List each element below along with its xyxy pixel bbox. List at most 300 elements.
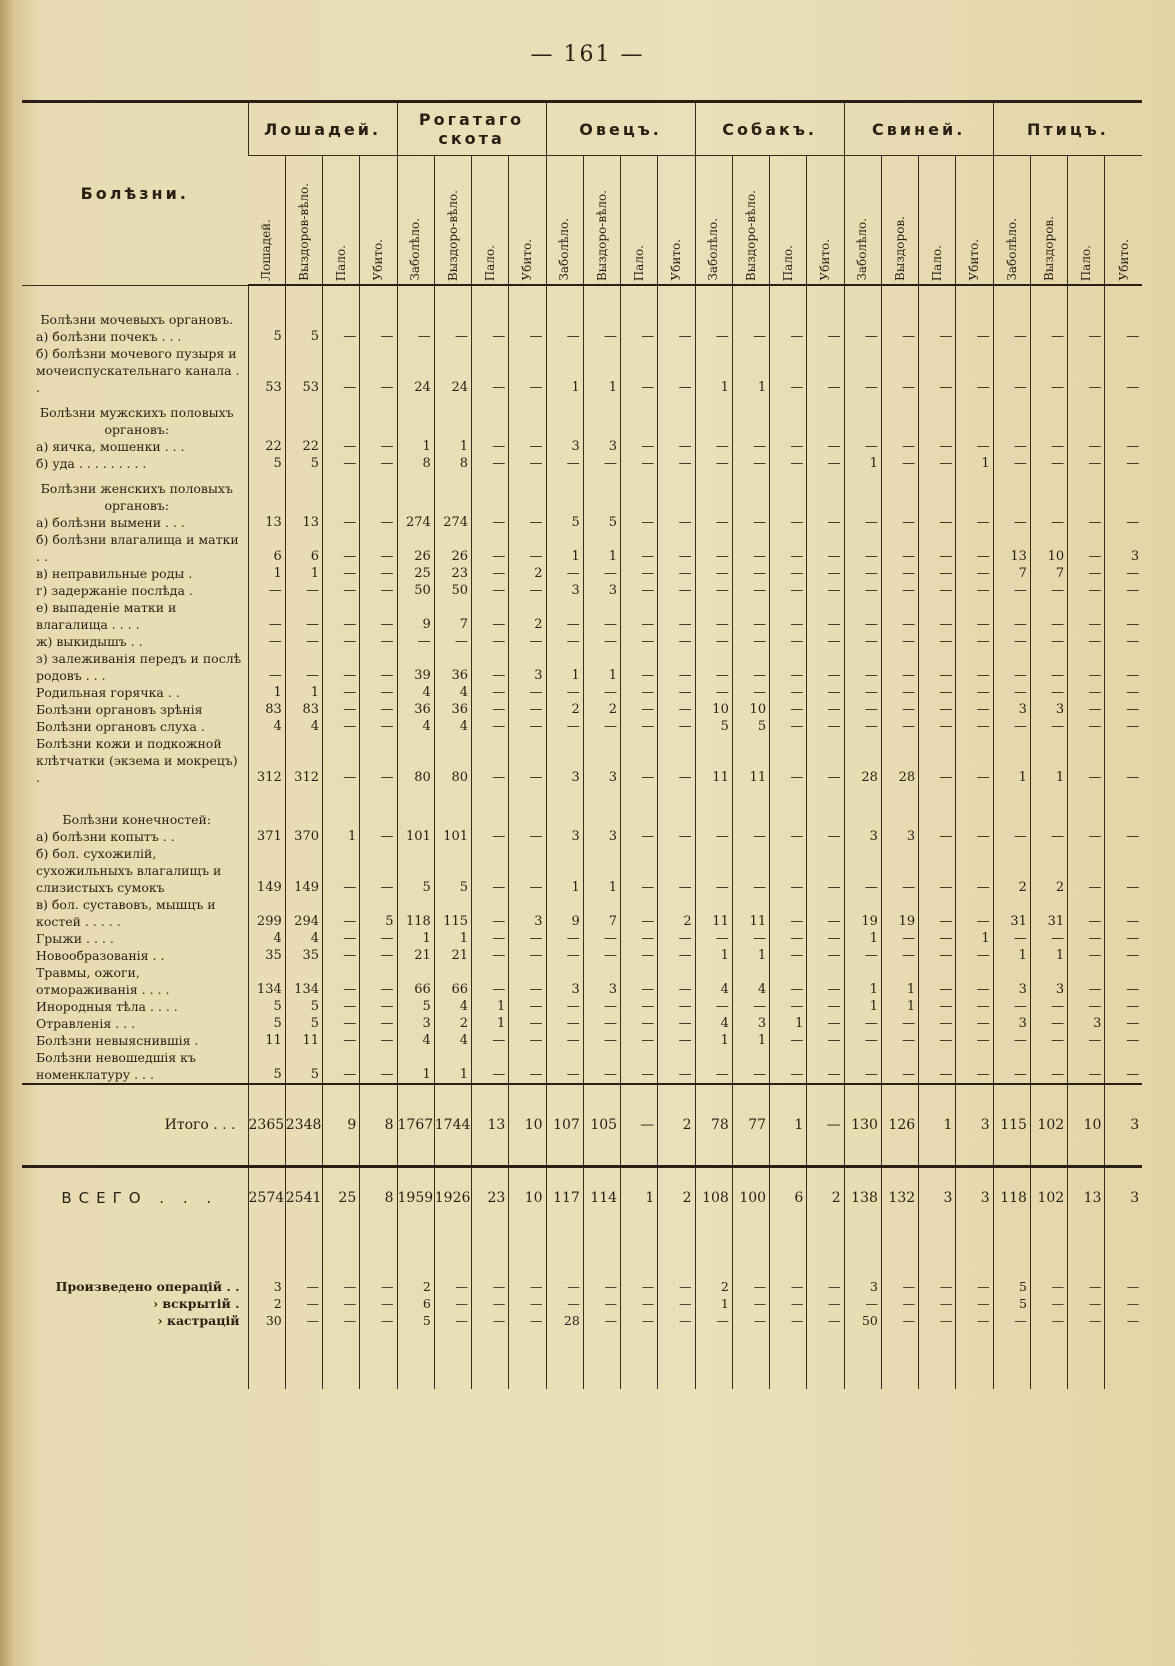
subcolumn-label: Пало. (929, 244, 944, 281)
table-cell: 3 (509, 650, 546, 684)
table-cell: 3 (956, 1167, 993, 1229)
table-cell: — (956, 1278, 993, 1295)
table-cell: — (583, 684, 620, 701)
table-cell: 4 (695, 1015, 732, 1032)
subcolumn-header (732, 156, 769, 286)
table-cell (881, 472, 918, 514)
table-cell: 1 (919, 1084, 956, 1167)
table-cell: — (360, 701, 397, 718)
section-heading-row (22, 396, 1142, 438)
table-cell: 36 (434, 650, 471, 684)
table-cell: — (881, 1312, 918, 1329)
table-cell: — (658, 531, 695, 565)
row-label: а) болѣзни почекъ . . . (36, 329, 182, 344)
subcolumn-header (695, 156, 732, 286)
table-cell: — (919, 1312, 956, 1329)
table-cell (583, 786, 620, 828)
table-cell: — (807, 565, 844, 582)
table-row (22, 1049, 1142, 1084)
table-cell: — (360, 930, 397, 947)
table-cell (658, 1329, 695, 1389)
table-cell: 3 (993, 1015, 1030, 1032)
table-cell: — (732, 845, 769, 896)
table-cell: — (658, 599, 695, 633)
table-cell: — (956, 1015, 993, 1032)
table-cell: — (285, 650, 322, 684)
table-cell: 1926 (434, 1167, 471, 1229)
table-cell: 1 (285, 565, 322, 582)
table-cell: — (658, 1312, 695, 1329)
table-cell: 28 (546, 1312, 583, 1329)
table-cell: — (472, 1295, 509, 1312)
operations-row (22, 1278, 1142, 1295)
table-cell: — (546, 633, 583, 650)
subcolumn-header (248, 156, 285, 286)
disease-table-wrapper (22, 100, 1142, 1389)
table-cell: 294 (285, 896, 322, 930)
table-cell (546, 786, 583, 828)
table-cell: — (807, 582, 844, 599)
table-cell: — (919, 1032, 956, 1049)
table-cell: 3 (248, 1278, 285, 1295)
row-label: в) бол. суставовъ, мышцъ и костей . . . . . (36, 897, 216, 929)
table-cell: — (1068, 1049, 1105, 1084)
table-cell: — (360, 684, 397, 701)
table-cell: — (546, 1278, 583, 1295)
table-cell: 3 (583, 582, 620, 599)
table-cell: 2 (993, 845, 1030, 896)
table-cell: — (844, 701, 881, 718)
table-cell: 3 (546, 964, 583, 998)
table-cell: — (1068, 998, 1105, 1015)
table-cell: 26 (434, 531, 471, 565)
table-cell: — (509, 828, 546, 845)
table-cell: — (621, 1015, 658, 1032)
table-cell (360, 396, 397, 438)
row-label: Отравленія . . . (36, 1016, 136, 1031)
table-cell (546, 285, 583, 328)
table-cell: 1744 (434, 1084, 471, 1167)
table-cell (695, 1228, 732, 1278)
table-cell (732, 1329, 769, 1389)
table-cell: 8 (397, 455, 434, 472)
table-cell: — (472, 531, 509, 565)
table-cell: — (695, 650, 732, 684)
table-cell: — (360, 1032, 397, 1049)
table-cell: — (621, 328, 658, 345)
subcolumn-label: Убито. (669, 239, 684, 281)
table-cell: — (546, 718, 583, 735)
table-cell: — (360, 328, 397, 345)
table-cell: 1 (434, 930, 471, 947)
table-cell: — (621, 998, 658, 1015)
table-cell: — (583, 565, 620, 582)
table-cell: 102 (1030, 1167, 1067, 1229)
table-cell: 83 (285, 701, 322, 718)
table-cell: 39 (397, 650, 434, 684)
table-cell: — (509, 947, 546, 964)
table-cell: — (323, 735, 360, 786)
row-label: Болѣзни невошедшія къ номенклатуру . . . (36, 1050, 196, 1082)
subcolumn-label: Выздоров. (1041, 215, 1056, 281)
table-cell: — (844, 1032, 881, 1049)
table-cell (993, 786, 1030, 828)
table-cell: 23 (472, 1167, 509, 1229)
table-cell: — (658, 964, 695, 998)
table-cell: — (770, 998, 807, 1015)
table-cell: 28 (844, 735, 881, 786)
table-cell: — (770, 455, 807, 472)
table-cell: 5 (248, 1049, 285, 1084)
table-cell: 3 (546, 582, 583, 599)
table-cell: 23 (434, 565, 471, 582)
table-cell: — (1030, 828, 1067, 845)
row-label: › вскрытій . (153, 1296, 240, 1311)
table-cell: — (621, 1312, 658, 1329)
table-cell: 1 (546, 650, 583, 684)
table-cell: — (881, 930, 918, 947)
table-cell: 312 (285, 735, 322, 786)
table-cell: — (1105, 930, 1142, 947)
table-cell: — (807, 998, 844, 1015)
table-cell: 7 (583, 896, 620, 930)
table-cell: — (472, 845, 509, 896)
table-cell: — (1105, 328, 1142, 345)
table-cell (658, 786, 695, 828)
table-cell: 1 (956, 455, 993, 472)
table-cell: 8 (360, 1167, 397, 1229)
table-cell (248, 472, 285, 514)
table-cell: — (621, 438, 658, 455)
table-cell: — (1105, 345, 1142, 396)
table-cell: 3 (583, 828, 620, 845)
table-cell: 2 (1030, 845, 1067, 896)
disease-statistics-table (22, 100, 1142, 1389)
table-cell: — (509, 701, 546, 718)
table-cell: 138 (844, 1167, 881, 1229)
table-cell (881, 1329, 918, 1389)
table-cell: 2348 (285, 1084, 322, 1167)
table-cell: — (807, 1049, 844, 1084)
table-cell (546, 1329, 583, 1389)
table-cell: — (807, 896, 844, 930)
table-cell: 3 (583, 438, 620, 455)
table-cell: 1 (397, 1049, 434, 1084)
table-cell: 108 (695, 1167, 732, 1229)
subcolumn-label: Заболѣло. (408, 218, 423, 281)
table-cell: — (770, 328, 807, 345)
table-row (22, 701, 1142, 718)
table-cell: — (807, 345, 844, 396)
table-cell: 3 (993, 964, 1030, 998)
table-cell: — (323, 718, 360, 735)
table-cell (546, 472, 583, 514)
row-label: Грыжи . . . . (36, 931, 114, 946)
table-cell: — (919, 438, 956, 455)
table-cell: — (658, 1295, 695, 1312)
table-cell: — (658, 1032, 695, 1049)
table-cell: — (1105, 599, 1142, 633)
table-cell: 24 (434, 345, 471, 396)
page-number: — 161 — (530, 42, 645, 67)
table-cell: — (509, 1015, 546, 1032)
table-cell: — (770, 828, 807, 845)
table-cell: — (472, 328, 509, 345)
table-cell: — (323, 599, 360, 633)
subcolumn-header (546, 156, 583, 286)
table-cell (1068, 285, 1105, 328)
row-label: б) болѣзни мочевого пузыря и мочеиспускательнаго канала . . (36, 346, 240, 395)
table-cell: 8 (434, 455, 471, 472)
table-cell: — (1105, 998, 1142, 1015)
table-cell: 130 (844, 1084, 881, 1167)
table-cell: — (1068, 701, 1105, 718)
table-cell: — (844, 345, 881, 396)
table-cell: — (472, 735, 509, 786)
table-cell: 4 (248, 930, 285, 947)
table-cell: — (807, 718, 844, 735)
table-cell: — (472, 650, 509, 684)
table-cell: — (621, 633, 658, 650)
table-cell: — (472, 947, 509, 964)
row-label: г) задержаніе послѣда . (36, 583, 193, 598)
table-cell: — (844, 328, 881, 345)
table-cell: 4 (397, 684, 434, 701)
table-cell (919, 1329, 956, 1389)
table-cell: 5 (397, 845, 434, 896)
table-cell: — (509, 455, 546, 472)
table-cell: — (583, 1312, 620, 1329)
table-cell: 1 (993, 947, 1030, 964)
table-cell: 2 (658, 896, 695, 930)
table-cell (546, 396, 583, 438)
table-cell: 1 (732, 947, 769, 964)
table-cell: — (956, 1032, 993, 1049)
table-cell: — (1030, 438, 1067, 455)
table-cell: — (1105, 828, 1142, 845)
table-cell: — (248, 599, 285, 633)
table-cell: — (993, 930, 1030, 947)
table-cell: — (844, 684, 881, 701)
spacer-row (22, 1228, 1142, 1278)
table-cell (248, 1329, 285, 1389)
table-cell: — (881, 1278, 918, 1295)
table-cell: 1 (881, 964, 918, 998)
table-cell: — (323, 684, 360, 701)
table-cell: — (658, 947, 695, 964)
table-cell: — (360, 735, 397, 786)
table-cell: — (658, 582, 695, 599)
table-cell: — (323, 1312, 360, 1329)
table-cell (323, 786, 360, 828)
table-cell: 3 (1030, 701, 1067, 718)
table-cell: 53 (285, 345, 322, 396)
table-cell: 5 (397, 1312, 434, 1329)
table-cell: — (360, 947, 397, 964)
table-cell: 100 (732, 1167, 769, 1229)
table-cell (434, 1228, 471, 1278)
table-cell: — (844, 1295, 881, 1312)
subcolumn-header (1030, 156, 1067, 286)
table-cell: — (1068, 650, 1105, 684)
table-cell (360, 1329, 397, 1389)
table-cell: — (621, 1032, 658, 1049)
table-cell: — (360, 998, 397, 1015)
table-cell (472, 1329, 509, 1389)
row-label: в) неправильные роды . (36, 566, 193, 581)
table-cell: — (807, 633, 844, 650)
table-cell (397, 1329, 434, 1389)
table-cell: — (434, 633, 471, 650)
table-cell: — (807, 531, 844, 565)
table-cell: — (807, 684, 844, 701)
table-row (22, 514, 1142, 531)
row-label: Болѣзни конечностей: (62, 812, 212, 827)
table-cell: 5 (695, 718, 732, 735)
table-cell: — (583, 328, 620, 345)
table-cell (1030, 1228, 1067, 1278)
table-cell: — (285, 633, 322, 650)
subcolumn-header (397, 156, 434, 286)
table-cell: — (360, 514, 397, 531)
table-cell: — (1068, 964, 1105, 998)
table-row (22, 684, 1142, 701)
table-cell: — (1030, 718, 1067, 735)
table-cell (881, 285, 918, 328)
table-row (22, 345, 1142, 396)
table-cell: 1 (248, 565, 285, 582)
table-cell: — (956, 947, 993, 964)
table-cell: 5 (434, 845, 471, 896)
table-cell: — (285, 1312, 322, 1329)
table-cell: — (472, 684, 509, 701)
table-cell: — (695, 328, 732, 345)
table-cell (807, 1228, 844, 1278)
table-cell: — (919, 964, 956, 998)
table-cell: — (807, 1295, 844, 1312)
table-cell: — (285, 599, 322, 633)
table-cell: — (807, 828, 844, 845)
table-cell: — (658, 565, 695, 582)
table-cell: — (621, 1049, 658, 1084)
table-cell: — (1105, 1295, 1142, 1312)
animal-group-header: Рогатаго скота (397, 102, 546, 156)
table-cell: — (360, 438, 397, 455)
table-cell (919, 786, 956, 828)
row-label: Инородныя тѣла . . . . (36, 999, 178, 1014)
table-cell: — (621, 930, 658, 947)
table-cell (732, 1228, 769, 1278)
table-cell (956, 472, 993, 514)
table-cell: 4 (434, 1032, 471, 1049)
table-cell: 4 (285, 930, 322, 947)
table-cell (1030, 1329, 1067, 1389)
table-cell: — (919, 1049, 956, 1084)
table-cell: — (732, 684, 769, 701)
table-cell: — (1068, 930, 1105, 947)
table-cell: — (732, 650, 769, 684)
table-cell: — (881, 438, 918, 455)
table-cell: — (732, 455, 769, 472)
table-cell: — (546, 1032, 583, 1049)
table-cell: — (360, 1015, 397, 1032)
table-cell: — (472, 1278, 509, 1295)
table-cell: — (956, 701, 993, 718)
table-cell: — (770, 845, 807, 896)
row-label: Новообразованія . . (36, 948, 165, 963)
total-row (22, 1084, 1142, 1167)
row-label (22, 1329, 248, 1389)
subcolumn-header (993, 156, 1030, 286)
table-cell: — (1068, 1032, 1105, 1049)
table-cell: — (1030, 1032, 1067, 1049)
table-row (22, 599, 1142, 633)
table-cell: 2541 (285, 1167, 322, 1229)
table-cell: — (881, 684, 918, 701)
table-cell: — (1068, 1278, 1105, 1295)
table-cell (732, 786, 769, 828)
table-cell (919, 472, 956, 514)
table-cell: — (434, 1312, 471, 1329)
table-cell: — (360, 1295, 397, 1312)
table-cell: — (1105, 735, 1142, 786)
table-cell: — (732, 438, 769, 455)
table-cell (695, 396, 732, 438)
table-cell (509, 1228, 546, 1278)
table-cell: — (360, 599, 397, 633)
table-cell: — (919, 701, 956, 718)
table-cell: — (621, 1295, 658, 1312)
table-cell: 35 (285, 947, 322, 964)
table-cell: 1 (732, 345, 769, 396)
table-cell: — (546, 1049, 583, 1084)
diseases-column-header: Болѣзни. (22, 102, 248, 286)
table-cell: — (807, 1032, 844, 1049)
table-cell: — (546, 930, 583, 947)
table-cell: — (807, 964, 844, 998)
table-cell: — (583, 455, 620, 472)
table-cell: — (1105, 947, 1142, 964)
table-cell: 77 (732, 1084, 769, 1167)
section-heading-row (22, 786, 1142, 828)
table-cell (807, 396, 844, 438)
row-label (22, 1228, 248, 1278)
operations-row (22, 1295, 1142, 1312)
table-cell: — (509, 1278, 546, 1295)
table-cell: 3 (919, 1167, 956, 1229)
table-cell (323, 1329, 360, 1389)
table-cell: 3 (1030, 964, 1067, 998)
table-cell (1068, 786, 1105, 828)
table-cell: — (956, 599, 993, 633)
table-cell: — (919, 328, 956, 345)
table-cell (695, 786, 732, 828)
table-cell: — (658, 1278, 695, 1295)
table-cell: — (1068, 565, 1105, 582)
table-cell: — (583, 1295, 620, 1312)
table-cell: 118 (993, 1167, 1030, 1229)
table-cell: — (844, 514, 881, 531)
table-cell: 10 (1030, 531, 1067, 565)
table-cell: — (1068, 1295, 1105, 1312)
table-cell: — (658, 718, 695, 735)
table-cell: — (546, 1015, 583, 1032)
table-cell: — (844, 1015, 881, 1032)
table-cell: — (844, 718, 881, 735)
table-cell: — (509, 328, 546, 345)
table-cell: 2 (434, 1015, 471, 1032)
table-cell: 1 (546, 531, 583, 565)
